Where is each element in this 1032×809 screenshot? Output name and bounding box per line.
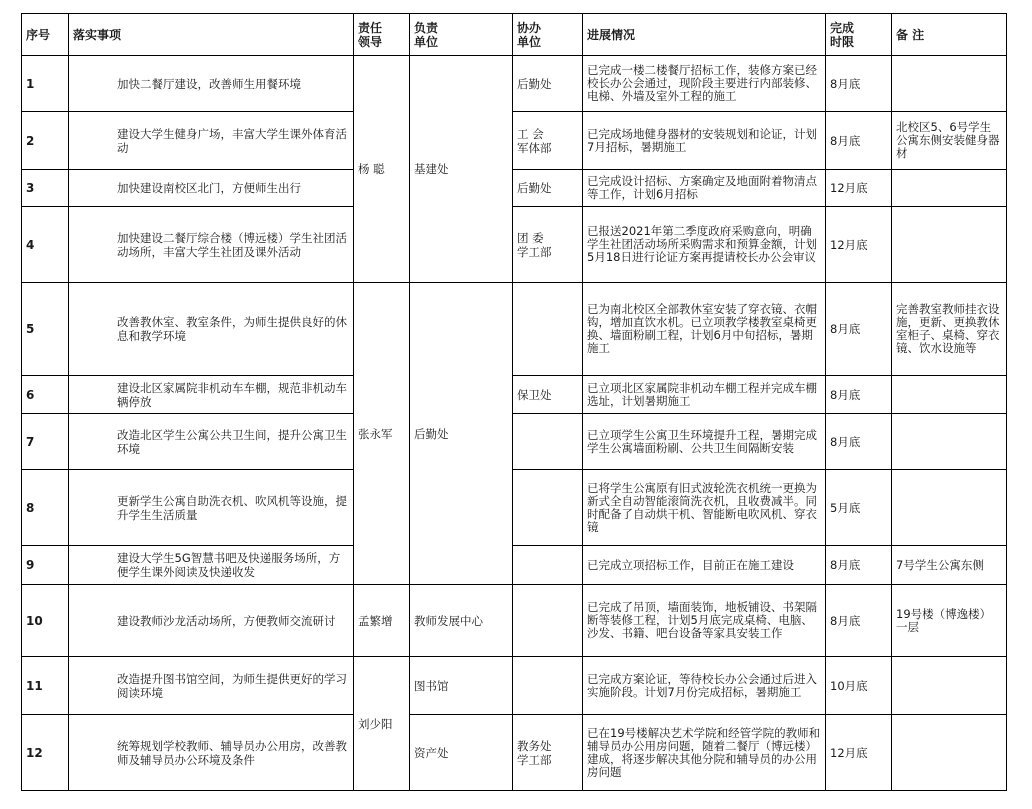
header-unit: 负责 单位	[410, 14, 513, 56]
row-item: 建设大学生5G智慧书吧及快递服务场所，方便学生课外阅读及快递收发	[69, 546, 354, 585]
table-row	[22, 546, 1007, 585]
row-seq: 9	[22, 546, 69, 585]
row-deadline: 10月底	[826, 657, 892, 715]
row-note	[892, 715, 1007, 791]
row-leader: 刘少阳	[354, 657, 410, 791]
row-assist	[513, 414, 583, 470]
row-assist: 工 会 军体部	[513, 112, 583, 170]
row-progress: 已将学生公寓原有旧式波轮洗衣机统一更换为新式全自动智能滚筒洗衣机，且收费减半。同时配备了自动烘干机、智能断电吹风机、穿衣镜	[583, 470, 826, 546]
row-seq: 7	[22, 414, 69, 470]
row-seq: 4	[22, 207, 69, 283]
row-note	[892, 376, 1007, 414]
row-progress: 已报送2021年第二季度政府采购意向，明确学生社团活动场所采购需求和预算金额，计划5月18日进行论证方案再提请校长办公会审议	[583, 207, 826, 283]
row-progress: 已立项北区家属院非机动车棚工程并完成车棚选址，计划暑期施工	[583, 376, 826, 414]
row-item: 加快二餐厅建设，改善师生用餐环境	[69, 56, 354, 112]
task-table	[21, 13, 1007, 791]
table-row	[22, 170, 1007, 207]
row-unit: 教师发展中心	[410, 585, 513, 657]
row-item: 建设北区家属院非机动车车棚，规范非机动车辆停放	[69, 376, 354, 414]
row-progress: 已完成一楼二楼餐厅招标工作，装修方案已经校长办公会通过，现阶段主要进行内部装修、电梯、外墙及室外工程的施工	[583, 56, 826, 112]
row-assist: 后勤处	[513, 170, 583, 207]
row-note	[892, 470, 1007, 546]
header-leader: 责任 领导	[354, 14, 410, 56]
row-item: 加快建设南校区北门，方便师生出行	[69, 170, 354, 207]
row-assist	[513, 470, 583, 546]
header-seq: 序号	[22, 14, 69, 56]
row-deadline: 8月底	[826, 585, 892, 657]
row-unit: 后勤处	[410, 283, 513, 585]
table-row	[22, 585, 1007, 657]
row-deadline: 8月底	[826, 112, 892, 170]
row-deadline: 12月底	[826, 207, 892, 283]
row-assist	[513, 546, 583, 585]
table-row	[22, 283, 1007, 376]
row-item: 建设大学生健身广场，丰富大学生课外体育活动	[69, 112, 354, 170]
table-row	[22, 470, 1007, 546]
row-assist: 团 委 学工部	[513, 207, 583, 283]
row-seq: 1	[22, 56, 69, 112]
row-item: 加快建设二餐厅综合楼（博远楼）学生社团活动场所，丰富大学生社团及课外活动	[69, 207, 354, 283]
row-seq: 12	[22, 715, 69, 791]
header-deadline: 完成 时限	[826, 14, 892, 56]
table-row	[22, 56, 1007, 112]
row-progress: 已立项学生公寓卫生环境提升工程，暑期完成学生公寓墙面粉刷、公共卫生间隔断安装	[583, 414, 826, 470]
row-deadline: 8月底	[826, 283, 892, 376]
row-deadline: 8月底	[826, 546, 892, 585]
row-deadline: 5月底	[826, 470, 892, 546]
row-seq: 8	[22, 470, 69, 546]
row-deadline: 12月底	[826, 715, 892, 791]
row-deadline: 8月底	[826, 376, 892, 414]
row-progress: 已为南北校区全部教休室安装了穿衣镜、衣帽钩，增加直饮水机。已立项教学楼教室桌椅更换、墙面粉刷工程，计划6月中旬招标，暑期施工	[583, 283, 826, 376]
row-progress: 已完成场地健身器材的安装规划和论证，计划7月招标，暑期施工	[583, 112, 826, 170]
row-deadline: 12月底	[826, 170, 892, 207]
row-progress: 已在19号楼解决艺术学院和经管学院的教师和辅导员办公用房问题，随着二餐厅（博远楼）建成，将逐步解决其他分院和辅导员的办公用房问题	[583, 715, 826, 791]
row-seq: 6	[22, 376, 69, 414]
row-assist: 保卫处	[513, 376, 583, 414]
row-leader: 杨 聪	[354, 56, 410, 283]
row-item: 统筹规划学校教师、辅导员办公用房，改善教师及辅导员办公环境及条件	[69, 715, 354, 791]
row-assist	[513, 283, 583, 376]
row-note	[892, 56, 1007, 112]
page-wrapper	[21, 13, 1007, 791]
row-note	[892, 657, 1007, 715]
row-assist	[513, 585, 583, 657]
row-seq: 3	[22, 170, 69, 207]
row-progress: 已完成立项招标工作，目前正在施工建设	[583, 546, 826, 585]
row-leader: 张永军	[354, 283, 410, 585]
row-progress: 已完成方案论证，等待校长办公会通过后进入实施阶段。计划7月份完成招标，暑期施工	[583, 657, 826, 715]
row-unit: 基建处	[410, 56, 513, 283]
row-assist: 后勤处	[513, 56, 583, 112]
table-row	[22, 715, 1007, 791]
header-note: 备 注	[892, 14, 1007, 56]
row-note: 7号学生公寓东侧	[892, 546, 1007, 585]
row-progress: 已完成了吊顶，墙面装饰，地板铺设、书架隔断等装修工程，计划5月底完成桌椅、电脑、沙发、书籍、吧台设备等家具安装工作	[583, 585, 826, 657]
header-item: 落实事项	[69, 14, 354, 56]
row-item: 改造北区学生公寓公共卫生间，提升公寓卫生环境	[69, 414, 354, 470]
row-assist: 教务处 学工部	[513, 715, 583, 791]
table-row	[22, 657, 1007, 715]
row-seq: 11	[22, 657, 69, 715]
row-item: 改善教休室、教室条件，为师生提供良好的休息和教学环境	[69, 283, 354, 376]
row-assist	[513, 657, 583, 715]
table-row	[22, 414, 1007, 470]
row-item: 更新学生公寓自助洗衣机、吹风机等设施，提升学生生活质量	[69, 470, 354, 546]
row-deadline: 8月底	[826, 414, 892, 470]
table-row	[22, 376, 1007, 414]
row-seq: 2	[22, 112, 69, 170]
header-row	[22, 14, 1007, 56]
row-progress: 已完成设计招标、方案确定及地面附着物清点等工作，计划6月招标	[583, 170, 826, 207]
row-item: 改造提升图书馆空间，为师生提供更好的学习阅读环境	[69, 657, 354, 715]
row-seq: 10	[22, 585, 69, 657]
row-note	[892, 414, 1007, 470]
row-note: 19号楼（博逸楼）一层	[892, 585, 1007, 657]
row-note: 北校区5、6号学生公寓东侧安装健身器材	[892, 112, 1007, 170]
table-row	[22, 207, 1007, 283]
row-leader: 孟繁增	[354, 585, 410, 657]
row-unit: 图书馆	[410, 657, 513, 715]
header-assist: 协办 单位	[513, 14, 583, 56]
row-unit: 资产处	[410, 715, 513, 791]
row-note	[892, 170, 1007, 207]
header-progress: 进展情况	[583, 14, 826, 56]
row-seq: 5	[22, 283, 69, 376]
row-note: 完善教室教师挂衣设施，更新、更换教休室柜子、桌椅、穿衣镜、饮水设施等	[892, 283, 1007, 376]
table-row	[22, 112, 1007, 170]
row-deadline: 8月底	[826, 56, 892, 112]
row-item: 建设教师沙龙活动场所，方便教师交流研讨	[69, 585, 354, 657]
row-note	[892, 207, 1007, 283]
